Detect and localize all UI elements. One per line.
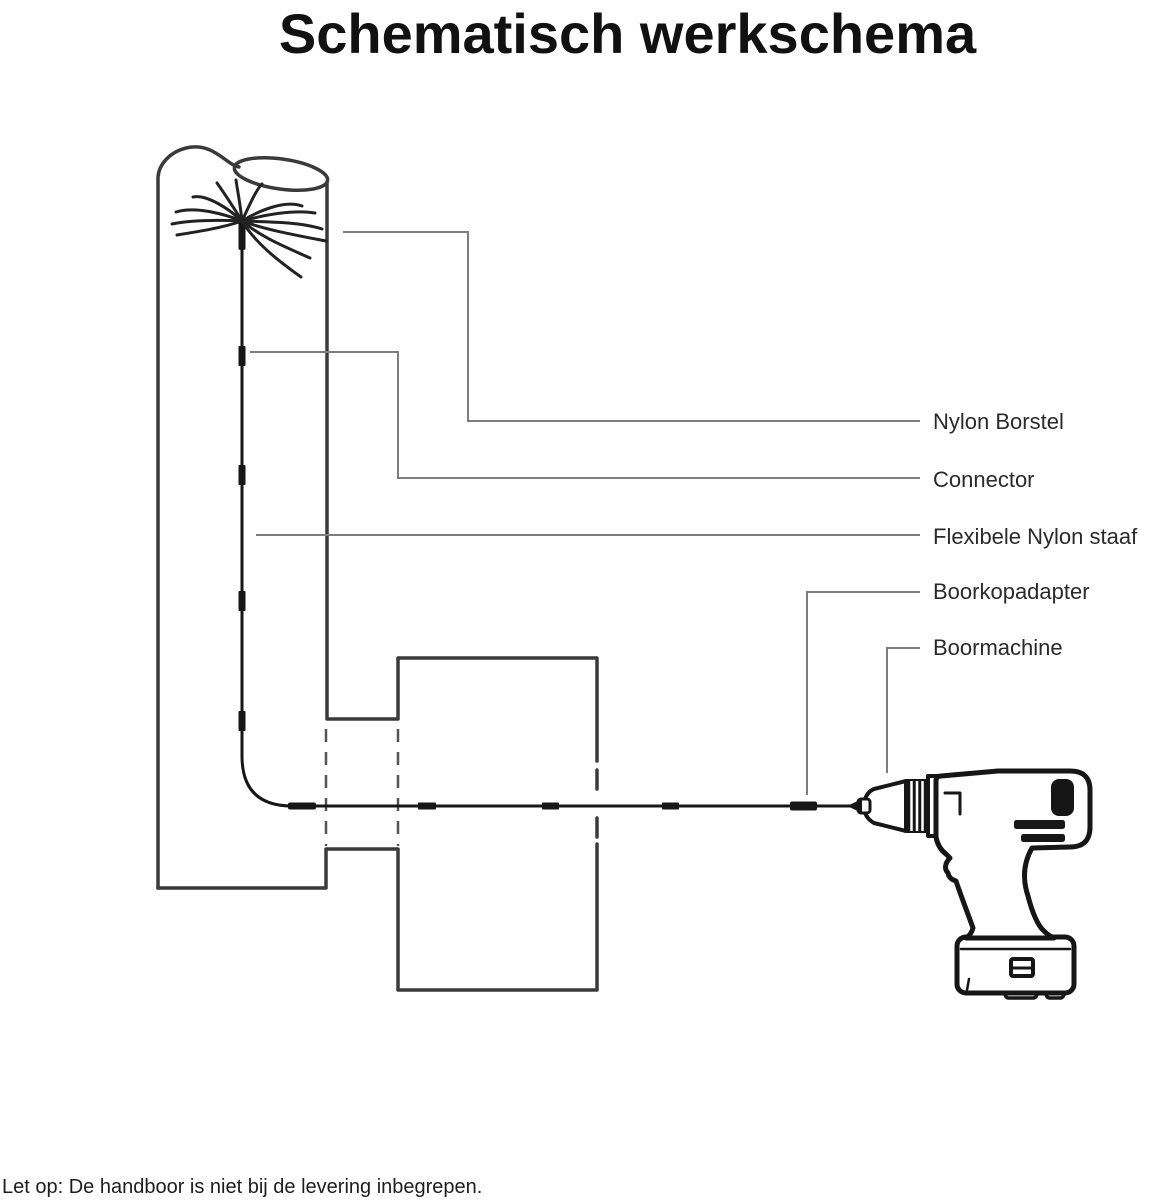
label-connector: Connector — [933, 467, 1035, 492]
label-flexibele-nylon-staaf: Flexibele Nylon staaf — [933, 524, 1138, 549]
fireplace-block-outline — [158, 844, 597, 990]
leader-line-connector — [250, 352, 920, 478]
rod-connector-2 — [239, 465, 246, 485]
label-boorkopadapter: Boorkopadapter — [933, 579, 1090, 604]
drill-vent-pill — [1051, 779, 1074, 816]
drill-bit-tip — [847, 799, 862, 813]
drill-head-adapter — [790, 802, 817, 811]
leader-line-boorkopadapter — [807, 592, 920, 795]
rod-connector-1 — [239, 346, 246, 366]
chimney-structure — [158, 147, 597, 990]
leader-line-nylon-borstel — [343, 232, 920, 421]
drill-vent-bar-upper — [1014, 820, 1065, 829]
rod-connector-6 — [542, 803, 559, 810]
label-nylon-borstel: Nylon Borstel — [933, 409, 1064, 434]
flexible-rod — [239, 218, 851, 811]
chimney-left-wall-and-rim — [158, 147, 239, 888]
chimney-right-wall-and-roof-step — [327, 183, 597, 761]
rod-path — [242, 248, 850, 806]
nylon-brush — [172, 180, 326, 277]
rod-connector-bend — [288, 803, 316, 810]
label-boormachine: Boormachine — [933, 635, 1063, 660]
rod-connector-5 — [418, 803, 436, 810]
drill-vent-bar-lower — [1021, 834, 1065, 842]
rod-connector-7 — [662, 803, 679, 810]
rod-connector-4 — [239, 711, 246, 731]
leader-lines — [250, 232, 920, 795]
drill-machine — [847, 771, 1090, 998]
leader-line-boormachine — [887, 648, 920, 773]
page-title: Schematisch werkschema — [278, 2, 977, 65]
chimney-opening-ellipse — [232, 153, 329, 196]
footnote-caption: Let op: De handboor is niet bij de levering inbegrepen. — [2, 1176, 483, 1198]
rod-connector-3 — [239, 591, 246, 611]
